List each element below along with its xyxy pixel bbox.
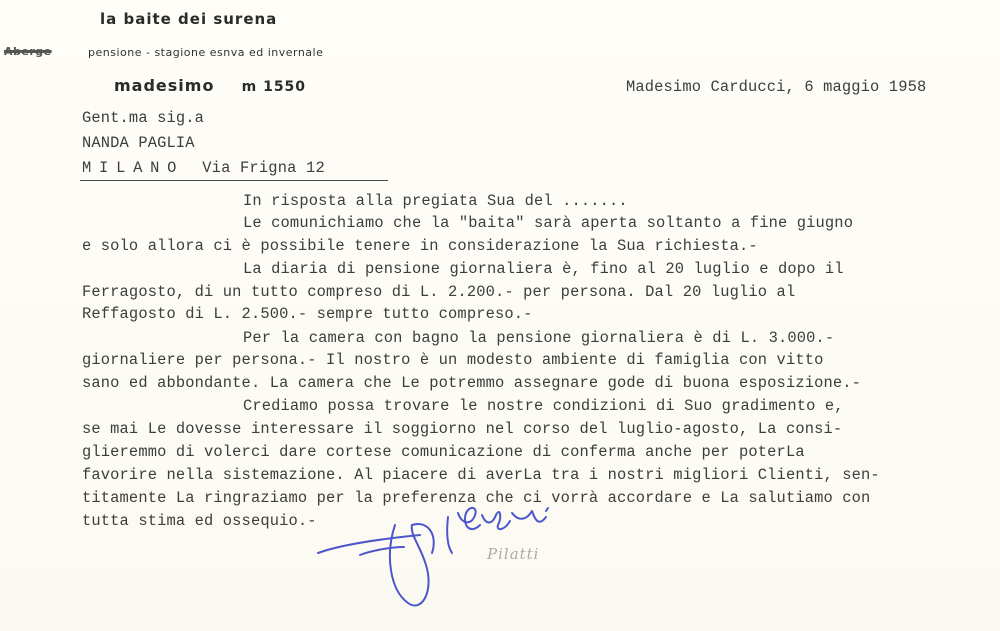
body-line: favorire nella sistemazione. Al piacere di averLa tra i nostri migliori Clienti, sen- — [82, 466, 880, 484]
body-line: Crediamo possa trovare le nostre condizioni di Suo gradimento e, — [243, 397, 844, 415]
letter-date: Madesimo Carducci, 6 maggio 1958 — [626, 78, 927, 96]
body-line: giornaliere per persona.- Il nostro è un modesto ambiente di famiglia con vitto — [82, 351, 824, 369]
body-line: titamente La ringraziamo per la preferenza che ci vorrà accordare e La salutiamo con — [82, 489, 871, 507]
recipient-salutation: Gent.ma sig.a — [82, 109, 205, 127]
letterhead-name: la baite dei surena — [100, 10, 278, 28]
letterhead-altitude: m 1550 — [241, 79, 307, 95]
signature-stamp-name: Pilatti — [487, 545, 540, 563]
body-line: Le comunichiamo che la "baita" sarà aperta soltanto a fine giugno — [243, 214, 854, 232]
body-line: In risposta alla pregiata Sua del ....... — [243, 192, 628, 210]
body-line: tutta stima ed ossequio.- — [82, 512, 317, 530]
address-underline — [80, 180, 388, 181]
body-line: glieremmo di volerci dare cortese comunicazione di conferma anche per poterLa — [82, 443, 805, 461]
body-line: Per la camera con bagno la pensione giornaliera è di L. 3.000.- — [243, 329, 835, 347]
letterhead-subtitle: pensione - stagione esnva ed invernale — [88, 46, 324, 59]
body-line: La diaria di pensione giornaliera è, fino al 20 luglio e dopo il — [243, 260, 844, 278]
recipient-city: MILANO — [82, 159, 185, 177]
handwritten-signature — [300, 495, 590, 625]
letterhead-place — [114, 76, 306, 95]
body-line: e solo allora ci è possibile tenere in considerazione la Sua richiesta.- — [82, 237, 758, 255]
body-line: se mai Le dovesse interessare il soggiorno nel corso del luglio-agosto, La consi- — [82, 420, 843, 438]
recipient-name: NANDA PAGLIA — [82, 134, 195, 152]
body-line: Reffagosto di L. 2.500.- sempre tutto compreso.- — [82, 305, 533, 323]
recipient-street: Via Frigna 12 — [202, 159, 325, 177]
letterhead-struck-word: Aberge — [4, 45, 52, 58]
body-line: Ferragosto, di un tutto compreso di L. 2.200.- per persona. Dal 20 luglio al — [82, 283, 796, 301]
body-line: sano ed abbondante. La camera che Le potremmo assegnare gode di buona esposizione.- — [82, 374, 862, 392]
recipient-address — [82, 159, 325, 177]
letterhead-place-name: madesimo — [114, 76, 215, 95]
